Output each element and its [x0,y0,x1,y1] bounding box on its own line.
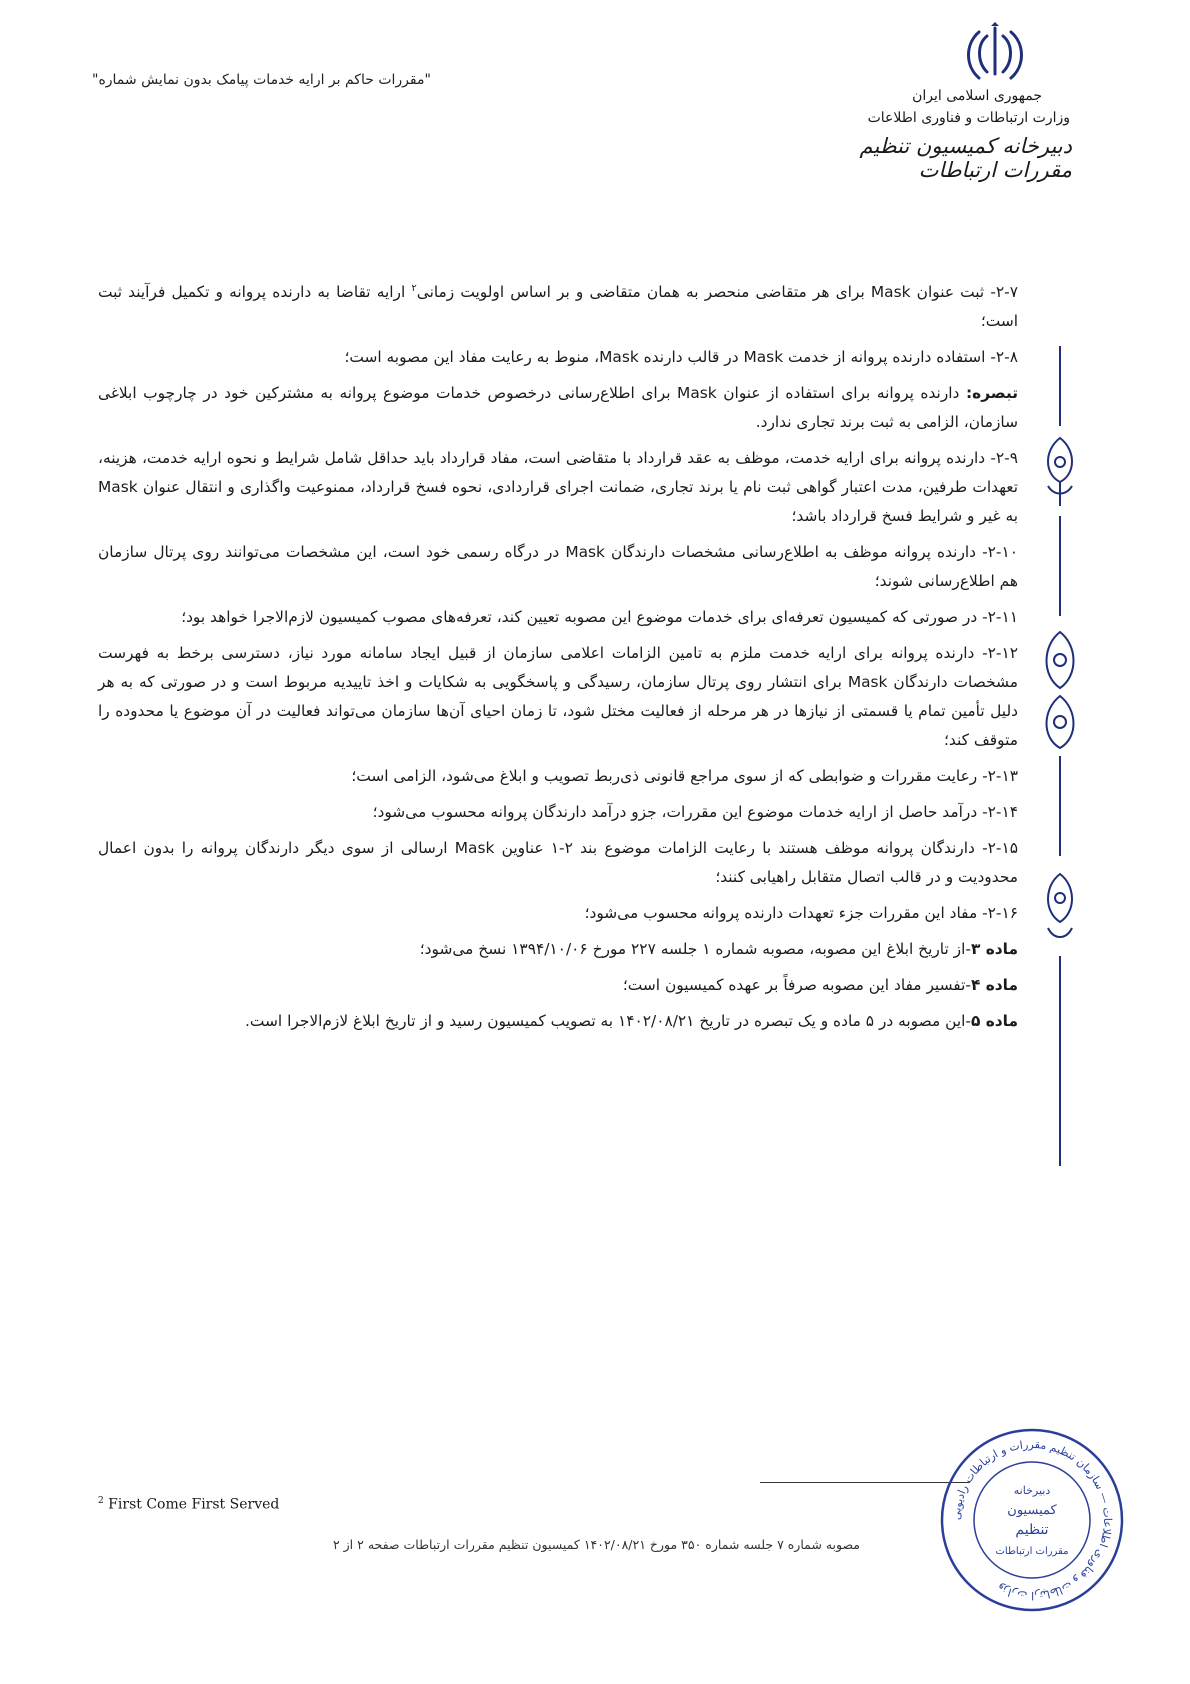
stamp-center-3: تنظیم [1015,1522,1049,1538]
footnote: $^2$ First Come First Served [98,1496,280,1513]
clause-2-11: ۲-۱۱- در صورتی که کمیسیون تعرفه‌ای برای خدمات موضوع این مصوبه تعیین کند، تعرفه‌های مصوب کمیسیون لازم‌الاجرا خواهد بود؛ [181,608,1018,627]
ornament-motif-1 [1048,438,1072,506]
page-footer: مصوبه شماره ۷ جلسه شماره ۳۵۰ مورخ ۱۴۰۲/۰۸/۲۱ کمیسیون تنظیم مقررات ارتباطات صفحه ۲ از ۲ [332,1537,860,1552]
document-subject: "مقررات حاکم بر ارایه خدمات پیامک بدون نمایش شماره" [92,72,431,88]
stamp-center-1: دبیرخانه [1013,1484,1051,1497]
ornament-motif-3 [1048,874,1072,937]
stamp-center-2: کمیسیون [1007,1503,1057,1518]
ornament-motif-2 [1047,632,1074,748]
clause-2-14: ۲-۱۴- درآمد حاصل از ارایه خدمات موضوع این مقررات، جزو درآمد دارندگان پروانه محسوب می‌شود؛ [372,803,1018,822]
note-clause: تبصره: دارنده پروانه برای استفاده از عنوان Mask برای اطلاع‌رسانی درخصوص خدمات موضوع پروانه به مشترکین خود در چارچوب ابلاغی سازمان، الزامی به ثبت برند تجاری ندارد. [98,384,1019,432]
organization-header [812,88,1072,182]
official-stamp [938,1426,1126,1614]
clause-2-15: ۲-۱۵- دارندگان پروانه موظف هستند با رعایت الزامات موضوع بند ۲-۱ عناوین Mask ارسالی از سوی دیگر دارندگان پروانه را بدون اعمال محدودیت و در قالب اتصال متقابل راهیابی کنند؛ [98,839,1018,887]
iran-emblem-icon [963,22,1027,84]
clause-2-10: ۲-۱۰- دارنده پروانه موظف به اطلاع‌رسانی مشخصات دارندگان Mask در درگاه رسمی خود است، این مشخصات می‌توانند روی پرتال سازمان هم اطلاع‌رسانی شوند؛ [98,543,1018,591]
article-5: ماده ۵-این مصوبه در ۵ ماده و یک تبصره در تاریخ ۱۴۰۲/۰۸/۲۱ به تصویب کمیسیون رسید و از تاریخ ابلاغ لازم‌الاجرا است. [245,1012,1018,1031]
article-3: ماده ۳-از تاریخ ابلاغ این مصوبه، مصوبه شماره ۱ جلسه ۲۲۷ مورخ ۱۳۹۴/۱۰/۰۶ نسخ می‌شود؛ [419,940,1018,959]
clause-2-12: ۲-۱۲- دارنده پروانه برای ارایه خدمت ملزم به تامین الزامات اعلامی سازمان از قبیل ایجاد سامانه مورد نیاز، دسترسی برخط به فهرست مشخصات دارندگان Mask برای انتشار روی پرتال سازمان، رسیدگی و پاسخگویی به شکایات و اخذ تاییدیه مربوط است و در صورتی که به هر دلیل تأمین تمام یا قسمتی از نیازها در هر مرحله از فعالیت مختل شود، تا زمان احیای آن‌ها سازمان می‌تواند فعالیت در آن موضوع یا محدوده را متوقف کند؛ [98,644,1018,750]
org-country: جمهوری اسلامی ایران [912,88,1042,104]
clause-2-16: ۲-۱۶- مفاد این مقررات جزء تعهدات دارنده پروانه محسوب می‌شود؛ [584,904,1018,923]
margin-ornament [1040,346,1080,1166]
org-ministry: وزارت ارتباطات و فناوری اطلاعات [867,110,1070,126]
stamp-ring-text: وزارت ارتباطات و فناوری اطلاعات — سازمان تنظیم مقررات و ارتباطات رادیویی [949,1437,1115,1603]
clause-2-9: ۲-۹- دارنده پروانه برای ارایه خدمت، موظف به عقد قرارداد با متقاضی است، مفاد قرارداد باید حداقل شامل شرایط و نحوه ارایه خدمت، هزینه، تعهدات طرفین، مدت اعتبار گواهی ثبت نام یا برند تجاری، ضمانت اجرای قراردادی، نحوه فسخ قرارداد، ممنوعیت واگذاری و انتقال عنوان Mask به غیر و شرایط فسخ قرارداد باشد؛ [98,449,1018,526]
clause-2-7: ۲-۷- ثبت عنوان Mask برای هر متقاضی منحصر به همان متقاضی و بر اساس اولویت زمانی$^۲$ ارایه تقاضا به دارنده پروانه و تکمیل فرآیند ثبت است؛ [98,283,1018,331]
org-secretariat: دبیرخانه کمیسیون تنظیم مقررات ارتباطات [859,134,1072,182]
clause-2-8: ۲-۸- استفاده دارنده پروانه از خدمت Mask در قالب دارنده Mask، منوط به رعایت مفاد این مصوبه است؛ [344,348,1018,367]
article-4: ماده ۴-تفسیر مفاد این مصوبه صرفاً بر عهده کمیسیون است؛ [622,976,1018,995]
clause-2-13: ۲-۱۳- رعایت مقررات و ضوابطی که از سوی مراجع قانونی ذی‌ربط تصویب و ابلاغ می‌شود، الزامی است؛ [351,767,1018,786]
stamp-center-4: مقررات ارتباطات [995,1546,1069,1557]
document-body [98,274,1018,1043]
